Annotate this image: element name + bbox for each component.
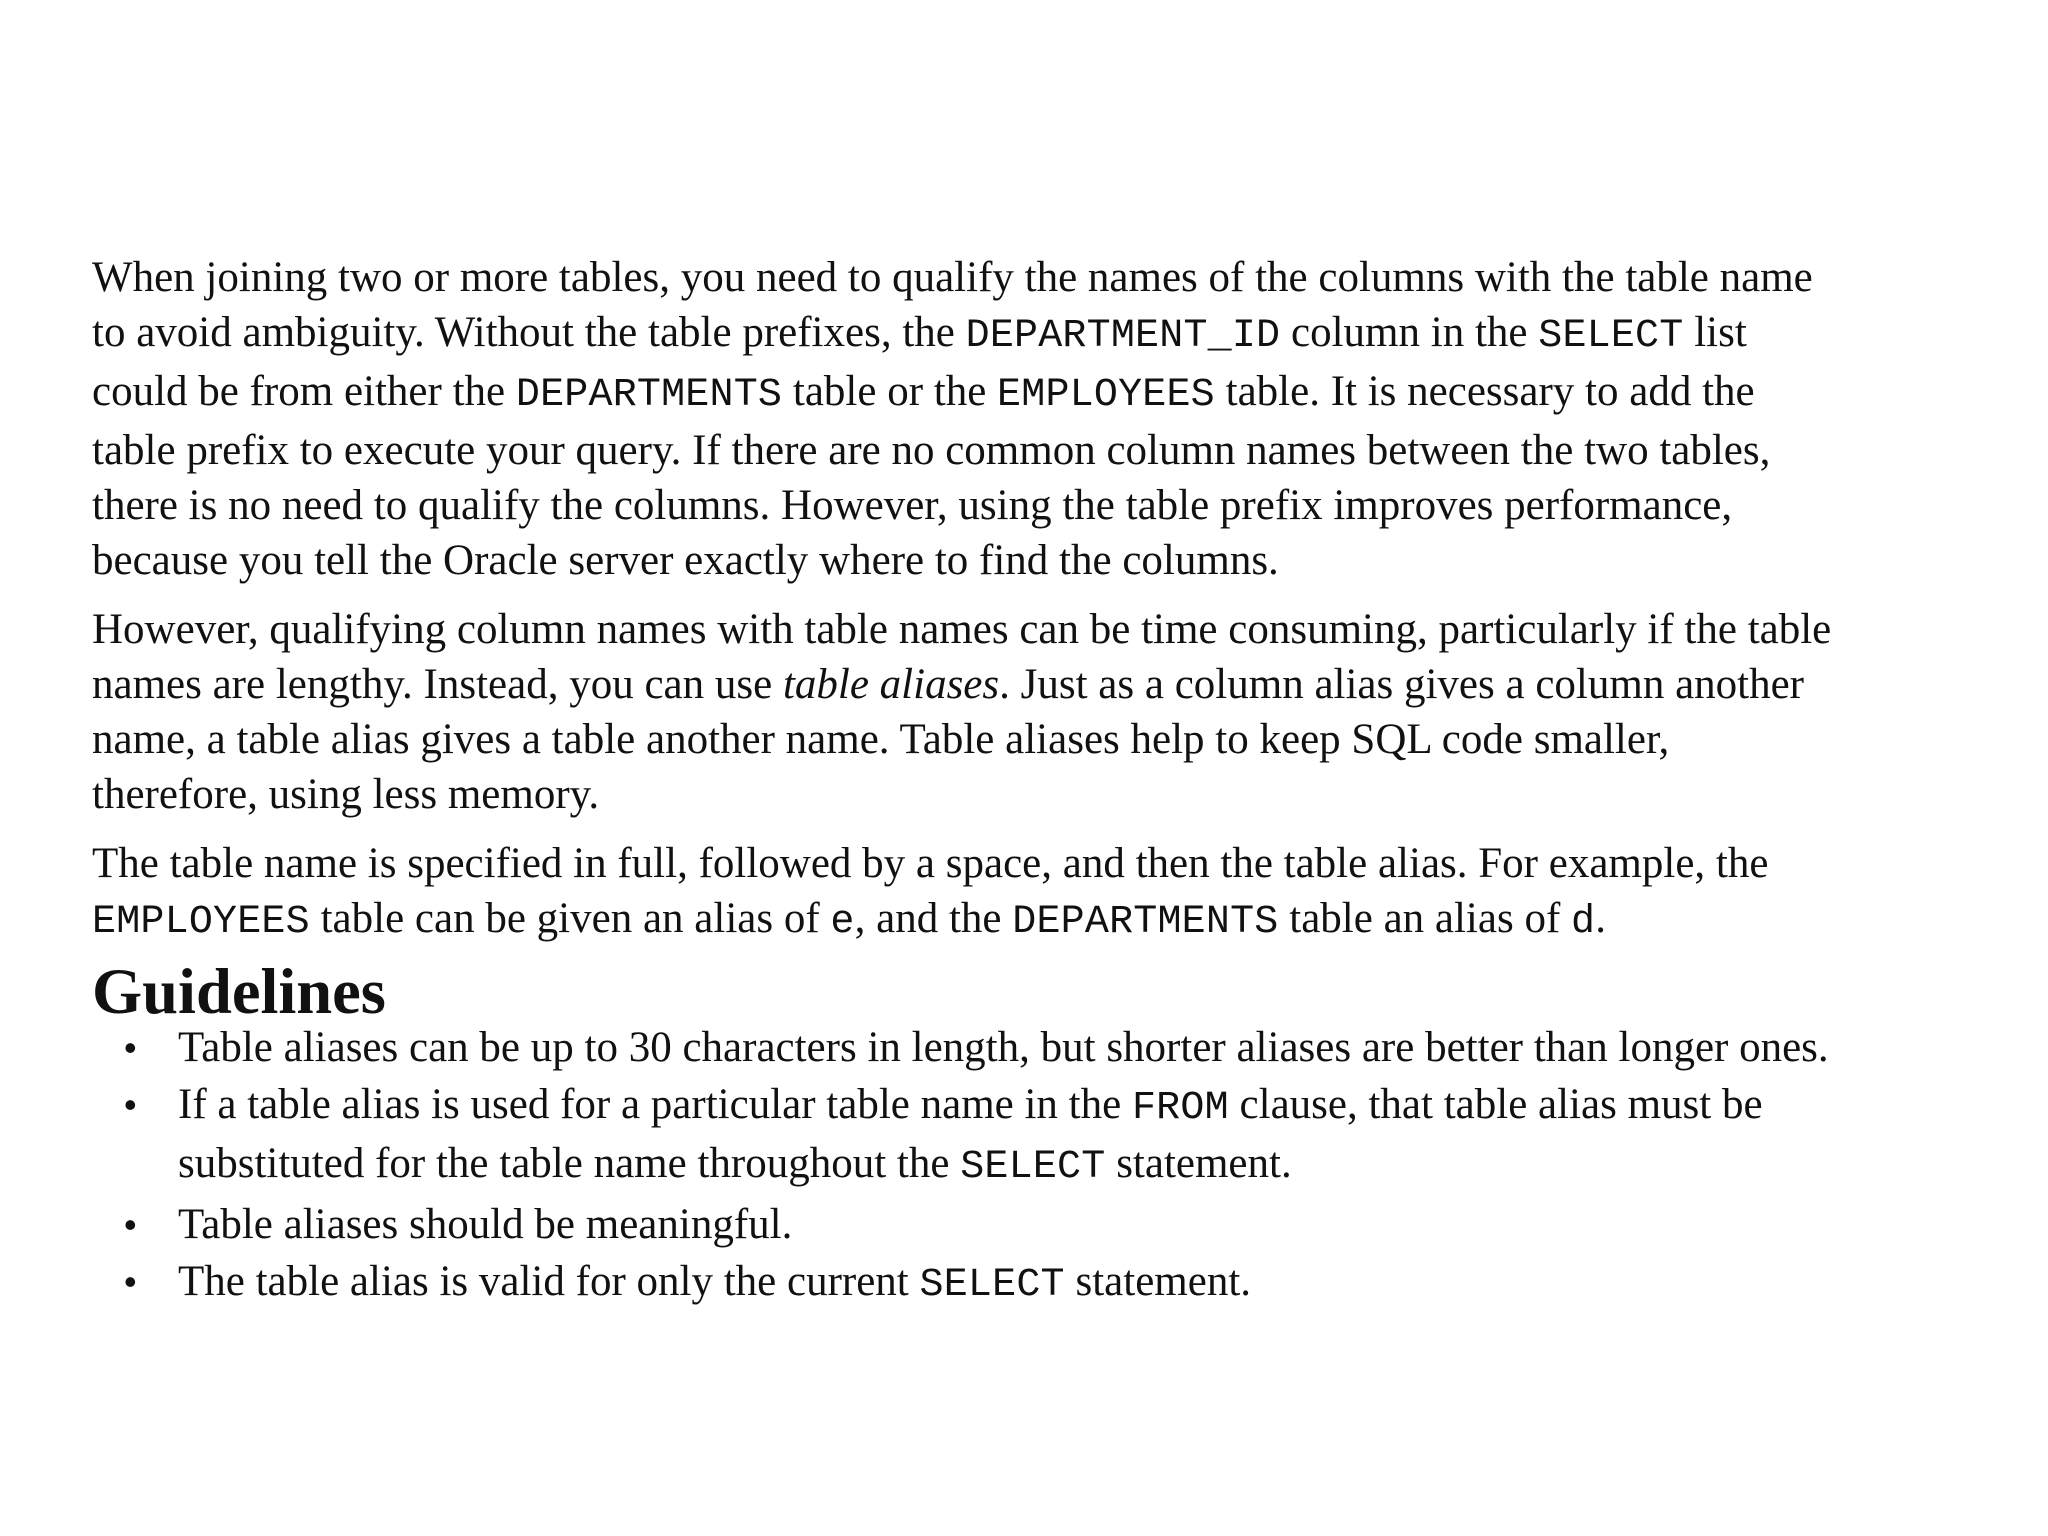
text-line xyxy=(92,364,1992,423)
list-item xyxy=(92,1077,1992,1195)
text-line xyxy=(178,1136,1992,1195)
text-line xyxy=(92,423,1992,478)
text: column in the xyxy=(1280,309,1539,356)
code-term: EMPLOYEES xyxy=(92,900,310,945)
text: table or the xyxy=(782,368,998,415)
text: list xyxy=(1683,309,1747,356)
text-line xyxy=(92,478,1992,533)
text-line xyxy=(178,1254,1992,1313)
text: there is no need to qualify the columns. However, using the table prefix improves performance, xyxy=(92,482,1733,529)
text: . xyxy=(1595,895,1606,942)
text: Table aliases should be meaningful. xyxy=(178,1201,793,1248)
guidelines-heading: Guidelines xyxy=(92,956,386,1027)
text: could be from either the xyxy=(92,368,516,415)
text: , and the xyxy=(854,895,1013,942)
bullet-icon: • xyxy=(124,1027,137,1068)
emphasized-term: table aliases xyxy=(782,661,1000,708)
code-term: SELECT xyxy=(960,1145,1106,1190)
bullet-icon: • xyxy=(124,1204,137,1245)
text-line xyxy=(92,533,1992,588)
text: If a table alias is used for a particular table name in the xyxy=(178,1081,1132,1128)
text: statement. xyxy=(1105,1140,1292,1187)
text: clause, that table alias must be xyxy=(1228,1081,1763,1128)
text: The table alias is valid for only the current xyxy=(178,1258,920,1305)
text: table prefix to execute your query. If there are no common column names between the two tables, xyxy=(92,427,1771,474)
text-line xyxy=(178,1077,1992,1136)
code-term: DEPARTMENTS xyxy=(515,373,783,418)
text-line xyxy=(92,891,1992,950)
text: name, a table alias gives a table another name. Table aliases help to keep SQL code smaller, xyxy=(92,716,1670,763)
text: therefore, using less memory. xyxy=(92,771,600,818)
code-term: FROM xyxy=(1131,1086,1229,1131)
guidelines-list xyxy=(92,1020,1992,1313)
text: table an alias of xyxy=(1278,895,1572,942)
code-term: EMPLOYEES xyxy=(997,373,1215,418)
text: to avoid ambiguity. Without the table prefixes, the xyxy=(92,309,966,356)
bullet-icon: • xyxy=(124,1261,137,1302)
text-line xyxy=(92,836,1992,891)
code-term: SELECT xyxy=(919,1263,1065,1308)
text: because you tell the Oracle server exactly where to find the columns. xyxy=(92,537,1279,584)
text-line xyxy=(92,305,1992,364)
text: . Just as a column alias gives a column another xyxy=(999,661,1805,708)
text: substituted for the table name throughout the xyxy=(178,1140,961,1187)
text-line xyxy=(92,657,1992,712)
text: names are lengthy. Instead, you can use xyxy=(92,661,783,708)
text: Table aliases can be up to 30 characters in length, but shorter aliases are better than longer ones. xyxy=(178,1024,1829,1071)
text: The table name is specified in full, followed by a space, and then the table alias. For example, the xyxy=(92,840,1769,887)
text-line xyxy=(92,712,1992,767)
paragraph-alias-example xyxy=(92,836,1992,950)
bullet-icon: • xyxy=(124,1084,137,1125)
text: However, qualifying column names with table names can be time consuming, particularly if the table xyxy=(92,606,1832,653)
paragraph-qualifying-columns xyxy=(92,250,1992,588)
text: table can be given an alias of xyxy=(309,895,831,942)
code-term: e xyxy=(830,900,855,945)
list-item xyxy=(92,1197,1992,1252)
text-line xyxy=(92,250,1992,305)
code-term: DEPARTMENTS xyxy=(1012,900,1279,945)
text: When joining two or more tables, you need to qualify the names of the columns with the table name xyxy=(92,254,1813,301)
list-item xyxy=(92,1020,1992,1075)
list-item xyxy=(92,1254,1992,1313)
text-line xyxy=(178,1197,1992,1252)
text-line xyxy=(178,1020,1992,1075)
text-line xyxy=(92,767,1992,822)
text: statement. xyxy=(1064,1258,1252,1305)
code-term: DEPARTMENT_ID xyxy=(965,314,1281,359)
paragraph-table-aliases xyxy=(92,602,1992,822)
text: table. It is necessary to add the xyxy=(1214,368,1755,415)
text-line xyxy=(92,602,1992,657)
code-term: d xyxy=(1571,900,1596,945)
code-term: SELECT xyxy=(1538,314,1684,359)
document-body xyxy=(92,250,1992,1315)
